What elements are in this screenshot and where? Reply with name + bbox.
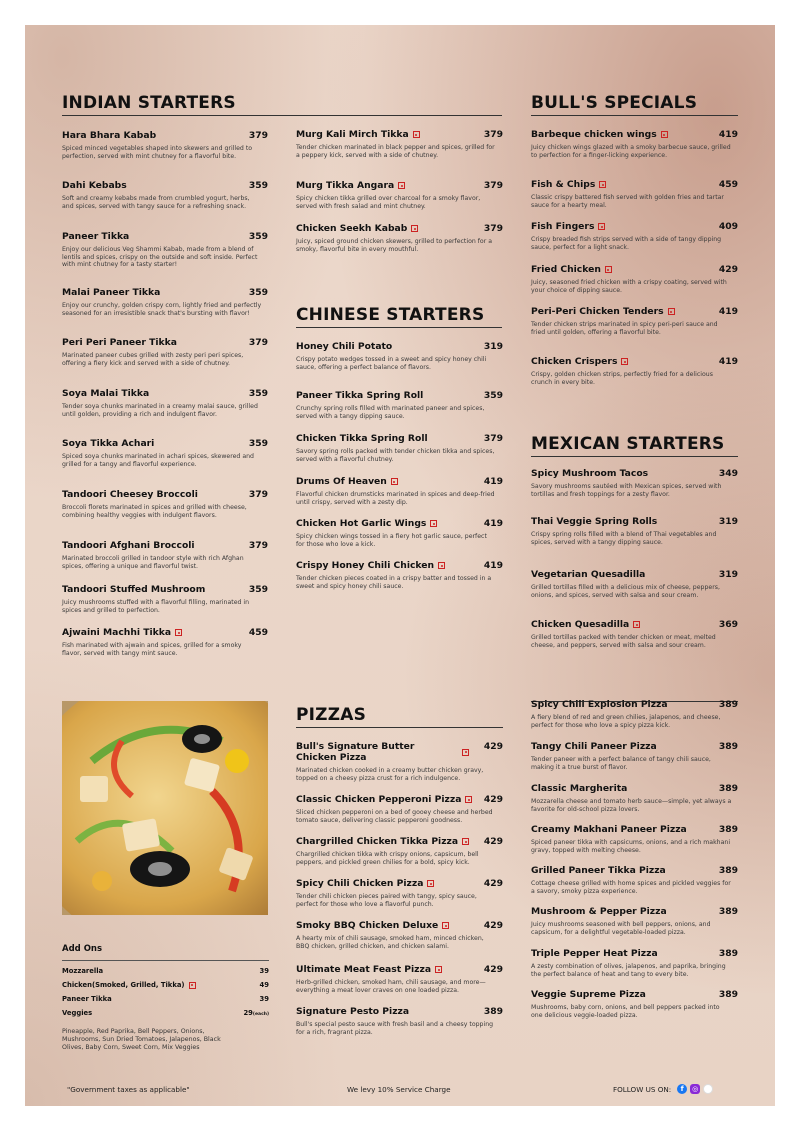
- taxes-note: "Government taxes as applicable": [67, 1085, 190, 1094]
- item-description: A zesty combination of olives, jalapenos, and paprika, bringing the perfect balance of heat and tang to every bite.: [531, 963, 726, 978]
- item-name: [531, 824, 704, 835]
- non-veg-icon: [605, 266, 612, 273]
- non-veg-icon: [598, 223, 605, 230]
- menu-item: [531, 569, 738, 599]
- item-name-text: Drums Of Heaven: [296, 476, 387, 487]
- add-on-price: [260, 995, 269, 1003]
- item-description: Grilled tortillas filled with a delicious mix of cheese, peppers, onions, and spices, served with salsa and sour cream.: [531, 584, 720, 599]
- non-veg-icon: [668, 308, 675, 315]
- item-name-text: Peri-Peri Chicken Tenders: [531, 306, 664, 317]
- item-description: Tender chicken marinated in black pepper and spices, grilled for a peppery kick, served with a side of chutney.: [296, 144, 495, 159]
- item-name: [531, 569, 704, 580]
- item-description: Sliced chicken pepperoni on a bed of gooey cheese and herbed tomato sauce, delivering classic pepperoni goodness.: [296, 809, 493, 824]
- item-name-text: Chicken Quesadilla: [531, 619, 630, 630]
- item-name-text: Creamy Makhani Paneer Pizza: [531, 824, 687, 835]
- menu-item: [531, 468, 738, 498]
- menu-item: [531, 824, 738, 854]
- item-name: [296, 836, 469, 847]
- item-price: 359: [483, 390, 503, 401]
- item-description: Soft and creamy kebabs made from crumbled yogurt, herbs, and spices, served with tangy sauce for a refreshing snack.: [62, 195, 250, 210]
- item-name: [531, 699, 704, 710]
- item-price: 359: [248, 231, 268, 242]
- item-name-text: Spicy Mushroom Tacos: [531, 468, 649, 479]
- item-name: [62, 130, 234, 141]
- item-price: 419: [483, 476, 503, 487]
- menu-item: [296, 129, 503, 159]
- item-description: Broccoli florets marinated in spices and grilled with cheese, combining healthy veggies with indulgent flavors.: [62, 504, 247, 519]
- menu-item: [296, 390, 503, 420]
- item-name: [296, 1006, 469, 1017]
- section-divider: [296, 327, 502, 328]
- menu-item: [296, 223, 503, 253]
- item-price: 319: [718, 569, 738, 580]
- item-name-text: Soya Malai Tikka: [62, 388, 150, 399]
- item-name-text: Signature Pesto Pizza: [296, 1006, 410, 1017]
- menu-item: [62, 337, 268, 367]
- menu-item: [296, 180, 503, 210]
- menu-item: [531, 129, 738, 159]
- item-description: Spiced paneer tikka with capsicums, onions, and a rich makhani gravy, topped with melting cheese.: [531, 839, 731, 854]
- menu-item: [531, 306, 738, 336]
- item-price: 379: [483, 433, 503, 444]
- item-name-text: Murg Kali Mirch Tikka: [296, 129, 409, 140]
- item-description: Juicy mushrooms stuffed with a flavorful filling, marinated in spices and grilled to perfection.: [62, 599, 250, 614]
- add-on-name: Mozzarella: [62, 967, 104, 975]
- item-description: Crispy spring rolls filled with a blend of Thai vegetables and spices, served with a tangy dipping sauce.: [531, 531, 717, 546]
- menu-item: [531, 906, 738, 936]
- non-veg-icon: [411, 225, 418, 232]
- add-on-row: [62, 967, 269, 975]
- item-price: 379: [483, 223, 503, 234]
- item-name: [531, 356, 704, 367]
- menu-item: [296, 964, 503, 994]
- veggies-list: Pineapple, Red Paprika, Bell Peppers, Onions, Mushrooms, Sun Dried Tomatoes, Jalapenos, Black Olives, Baby Corn, Sweet Corn, Mix Veggies: [62, 1028, 221, 1051]
- menu-item: [531, 783, 738, 813]
- menu-item: [62, 438, 268, 468]
- menu-item: [62, 540, 268, 570]
- menu-item: [531, 516, 738, 546]
- menu-item: [296, 560, 503, 590]
- section-divider: [62, 115, 502, 116]
- non-veg-icon: [413, 131, 420, 138]
- item-price: 429: [483, 741, 503, 752]
- item-name: [531, 865, 704, 876]
- non-veg-icon: [462, 749, 469, 756]
- item-description: Marinated chicken cooked in a creamy butter chicken gravy, topped on a cheesy pizza crust for a rich indulgence.: [296, 767, 484, 782]
- add-on-price: [243, 1009, 269, 1017]
- item-price: 379: [248, 130, 268, 141]
- add-on-name: Paneer Tikka: [62, 995, 112, 1003]
- non-veg-icon: [462, 838, 469, 845]
- item-name: [296, 476, 469, 487]
- menu-item: [296, 476, 503, 506]
- menu-item: [531, 179, 738, 209]
- item-price: 369: [718, 619, 738, 630]
- item-description: Tender chicken strips marinated in spicy peri-peri sauce and fried until golden, offering a flavorful bite.: [531, 321, 718, 336]
- item-price: 359: [248, 287, 268, 298]
- item-name-text: Spicy Chili Explosion Pizza: [531, 699, 668, 710]
- item-name: [531, 264, 704, 275]
- item-price: 389: [483, 1006, 503, 1017]
- item-description: Tender paneer with a perfect balance of tangy chili sauce, making it a true burst of flavor.: [531, 756, 711, 771]
- item-description: Cottage cheese grilled with home spices and pickled veggies for a savory, smoky pizza experience.: [531, 880, 731, 895]
- non-veg-icon: [430, 520, 437, 527]
- add-on-row: [62, 981, 269, 989]
- section-divider: [62, 960, 269, 961]
- item-description: Crispy potato wedges tossed in a sweet and spicy honey chili sauce, offering a perfect balance of flavors.: [296, 356, 487, 371]
- indian-starters-title: INDIAN STARTERS: [62, 93, 236, 113]
- item-name-text: Veggie Supreme Pizza: [531, 989, 646, 1000]
- item-name-text: Chicken Hot Garlic Wings: [296, 518, 427, 529]
- item-name-text: Ajwaini Machhi Tikka: [62, 627, 172, 638]
- item-name-text: Malai Paneer Tikka: [62, 287, 161, 298]
- item-description: Tender chicken pieces coated in a crispy batter and tossed in a sweet and spicy honey chili sauce.: [296, 575, 492, 590]
- item-price: 459: [718, 179, 738, 190]
- item-name-text: Triple Pepper Heat Pizza: [531, 948, 658, 959]
- menu-item: [62, 231, 268, 269]
- item-name: [296, 390, 469, 401]
- item-name: [531, 306, 704, 317]
- bulls-specials-title: BULL'S SPECIALS: [531, 93, 698, 113]
- menu-item: [531, 356, 738, 386]
- menu-item: [296, 878, 503, 908]
- item-description: A hearty mix of chili sausage, smoked ham, minced chicken, BBQ chicken, grilled chicken, and chicken salami.: [296, 935, 484, 950]
- menu-page: [25, 25, 775, 1106]
- item-description: Grilled tortillas packed with tender chicken or meat, melted cheese, and peppers, served with salsa and sour cream.: [531, 634, 716, 649]
- section-divider: [531, 115, 738, 116]
- item-description: Marinated paneer cubes grilled with zesty peri peri spices, offering a fiery kick and served with a side of chutney.: [62, 352, 244, 367]
- item-description: Spiced minced vegetables shaped into skewers and grilled to perfection, served with mint chutney for a flavorful bite.: [62, 145, 253, 160]
- item-name: [531, 783, 704, 794]
- non-veg-icon: [442, 922, 449, 929]
- item-price: 379: [248, 540, 268, 551]
- item-description: Crispy, golden chicken strips, perfectly fried for a delicious crunch in every bite.: [531, 371, 713, 386]
- menu-item: [531, 741, 738, 771]
- item-name: [62, 388, 234, 399]
- item-name: [531, 179, 704, 190]
- item-name: [531, 221, 704, 232]
- item-name-text: Fish & Chips: [531, 179, 596, 190]
- non-veg-icon: [465, 796, 472, 803]
- section-divider: [531, 456, 738, 457]
- item-name-text: Thai Veggie Spring Rolls: [531, 516, 658, 527]
- item-name: [296, 878, 469, 889]
- item-name: [62, 489, 234, 500]
- item-description: Tender chili chicken pieces paired with tangy, spicy sauce, perfect for those who love a flavorful punch.: [296, 893, 477, 908]
- add-on-price-value: 49: [259, 981, 269, 989]
- item-description: Juicy, spiced ground chicken skewers, grilled to perfection for a smoky, flavorful bite in every mouthful.: [296, 238, 493, 253]
- item-description: Savory mushrooms sautéed with Mexican spices, served with tortillas and fresh toppings for a zesty flavor.: [531, 483, 722, 498]
- item-name-text: Fish Fingers: [531, 221, 595, 232]
- item-price: 429: [483, 920, 503, 931]
- item-description: Spicy chicken wings tossed in a fiery hot garlic sauce, perfect for those who love a kick.: [296, 533, 487, 548]
- pizza-photo: [62, 701, 268, 915]
- item-name: [531, 516, 704, 527]
- item-name-text: Chicken Crispers: [531, 356, 618, 367]
- item-description: Spiced soya chunks marinated in achari spices, skewered and grilled for a tangy and flavorful experience.: [62, 453, 254, 468]
- item-name-text: Spicy Chili Chicken Pizza: [296, 878, 424, 889]
- item-name: [531, 989, 704, 1000]
- item-name: [296, 964, 469, 975]
- item-price: 379: [248, 337, 268, 348]
- menu-item: [62, 287, 268, 317]
- item-name: [62, 584, 234, 595]
- item-price: 419: [718, 306, 738, 317]
- item-name-text: Paneer Tikka: [62, 231, 130, 242]
- item-name: [531, 948, 704, 959]
- item-price: 419: [718, 356, 738, 367]
- menu-item: [531, 619, 738, 649]
- menu-item: [296, 341, 503, 371]
- item-name: [531, 468, 704, 479]
- add-on-price-note: (each): [252, 1012, 269, 1017]
- item-description: Fish marinated with ajwain and spices, grilled for a smoky flavor, served with tangy mint sauce.: [62, 642, 242, 657]
- menu-item: [62, 627, 268, 657]
- non-veg-icon: [391, 478, 398, 485]
- menu-item: [296, 1006, 503, 1036]
- non-veg-icon: [599, 181, 606, 188]
- item-name: [296, 129, 469, 140]
- instagram-icon[interactable]: ◎: [692, 1085, 699, 1093]
- item-description: Mushrooms, baby corn, onions, and bell peppers packed into one delicious veggie-loaded pizza.: [531, 1004, 720, 1019]
- add-on-name: Veggies: [62, 1009, 93, 1017]
- add-on-price-value: 39: [259, 967, 269, 975]
- item-price: 419: [718, 129, 738, 140]
- item-name-text: Dahi Kebabs: [62, 180, 127, 191]
- item-price: 379: [483, 129, 503, 140]
- menu-item: [531, 865, 738, 895]
- item-price: 389: [718, 865, 738, 876]
- non-veg-icon: [661, 131, 668, 138]
- chat-icon[interactable]: [703, 1084, 713, 1094]
- menu-item: [62, 130, 268, 160]
- item-name-text: Chicken Tikka Spring Roll: [296, 433, 428, 444]
- item-name-text: Chicken Seekh Kabab: [296, 223, 408, 234]
- item-name-text: Classic Chicken Pepperoni Pizza: [296, 794, 462, 805]
- add-on-price: [260, 981, 269, 989]
- item-name-text: Barbeque chicken wings: [531, 129, 657, 140]
- item-description: Savory spring rolls packed with tender chicken tikka and spices, served with a flavorful chutney.: [296, 448, 495, 463]
- item-name-text: Smoky BBQ Chicken Deluxe: [296, 920, 439, 931]
- item-name: [62, 231, 234, 242]
- item-name: [62, 337, 234, 348]
- add-ons-title: Add Ons: [62, 944, 103, 954]
- non-veg-icon: [398, 182, 405, 189]
- menu-item: [296, 920, 503, 950]
- non-veg-icon: [189, 982, 196, 989]
- item-price: 389: [718, 741, 738, 752]
- item-name-text: Crispy Honey Chili Chicken: [296, 560, 435, 571]
- item-name: [62, 438, 234, 449]
- non-veg-icon: [427, 880, 434, 887]
- item-price: 319: [718, 516, 738, 527]
- item-price: 379: [483, 180, 503, 191]
- item-description: Bull's special pesto sauce with fresh basil and a cheesy topping for a rich, fragrant pizza.: [296, 1021, 494, 1036]
- menu-item: [531, 221, 738, 251]
- item-description: Flavorful chicken drumsticks marinated in spices and deep-fried until crispy, served with a zesty dip.: [296, 491, 495, 506]
- item-description: Juicy, seasoned fried chicken with a crispy coating, served with your choice of dipping sauce.: [531, 279, 727, 294]
- item-name-text: Soya Tikka Achari: [62, 438, 155, 449]
- item-name-text: Chargrilled Chicken Tikka Pizza: [296, 836, 459, 847]
- item-name: [296, 794, 469, 805]
- non-veg-icon: [435, 966, 442, 973]
- add-on-price-value: 29: [243, 1009, 253, 1017]
- menu-item: [296, 794, 503, 824]
- menu-item: [296, 433, 503, 463]
- menu-item: [531, 948, 738, 978]
- item-price: 389: [718, 824, 738, 835]
- item-price: 359: [248, 438, 268, 449]
- add-on-price-value: 39: [259, 995, 269, 1003]
- item-name: [296, 341, 469, 352]
- non-veg-icon: [438, 562, 445, 569]
- add-on-name: Chicken(Smoked, Grilled, Tikka): [62, 981, 185, 989]
- item-price: 389: [718, 783, 738, 794]
- item-description: Juicy chicken wings glazed with a smoky barbecue sauce, grilled to perfection for a finger-licking experience.: [531, 144, 731, 159]
- item-price: 429: [483, 964, 503, 975]
- item-name-text: Mushroom & Pepper Pizza: [531, 906, 667, 917]
- pizzas-title: PIZZAS: [296, 705, 367, 725]
- item-description: Crispy breaded fish strips served with a side of tangy dipping sauce, perfect for a light snack.: [531, 236, 722, 251]
- menu-item: [62, 489, 268, 519]
- item-price: 389: [718, 989, 738, 1000]
- item-price: 389: [718, 699, 738, 710]
- item-name: [531, 129, 704, 140]
- item-name: [296, 518, 469, 529]
- item-price: 319: [483, 341, 503, 352]
- item-name-text: Peri Peri Paneer Tikka: [62, 337, 177, 348]
- item-name-text: Fried Chicken: [531, 264, 601, 275]
- section-divider: [296, 727, 503, 728]
- item-description: A fiery blend of red and green chilies, jalapenos, and cheese, perfect for those who love a spicy pizza kick.: [531, 714, 721, 729]
- menu-item: [531, 264, 738, 294]
- item-name: [296, 223, 469, 234]
- item-price: 429: [718, 264, 738, 275]
- item-name: [296, 741, 469, 763]
- item-description: Herb-grilled chicken, smoked ham, chili sausage, and more—everything a meat lover craves on one loaded pizza.: [296, 979, 486, 994]
- item-description: Tender soya chunks marinated in a creamy malai sauce, grilled until golden, providing a rich and indulgent flavor.: [62, 403, 258, 418]
- item-description: Enjoy our delicious Veg Shammi Kabab, made from a blend of lentils and spices, crispy on the outside and soft inside. Perfect with mint chutney for a tasty starter!: [62, 246, 258, 269]
- item-price: 359: [248, 584, 268, 595]
- chinese-starters-title: CHINESE STARTERS: [296, 305, 485, 325]
- item-name: [62, 540, 234, 551]
- menu-item: [62, 584, 268, 614]
- item-description: Juicy mushrooms seasoned with bell peppers, onions, and capsicum, for a delightful vegetable-loaded pizza.: [531, 921, 711, 936]
- item-price: 429: [483, 878, 503, 889]
- item-name: [296, 433, 469, 444]
- item-name-text: Hara Bhara Kabab: [62, 130, 157, 141]
- item-description: Classic crispy battered fish served with golden fries and tartar sauce for a hearty meal.: [531, 194, 724, 209]
- item-description: Chargrilled chicken tikka with crispy onions, capsicum, bell peppers, and pickled green chilies for a bold, spicy kick.: [296, 851, 479, 866]
- menu-item: [62, 388, 268, 418]
- menu-item: [531, 699, 738, 729]
- item-price: 389: [718, 906, 738, 917]
- non-veg-icon: [633, 621, 640, 628]
- item-price: 359: [248, 180, 268, 191]
- item-price: 409: [718, 221, 738, 232]
- item-name: [531, 741, 704, 752]
- facebook-icon[interactable]: f: [677, 1084, 687, 1094]
- item-name-text: Tandoori Stuffed Mushroom: [62, 584, 206, 595]
- add-on-price: [260, 967, 269, 975]
- item-name-text: Tandoori Afghani Broccoli: [62, 540, 195, 551]
- item-name-text: Honey Chili Potato: [296, 341, 393, 352]
- add-on-row: [62, 1009, 269, 1017]
- follow-us-label: FOLLOW US ON:: [613, 1084, 672, 1094]
- item-name: [62, 627, 234, 638]
- mexican-starters-title: MEXICAN STARTERS: [531, 434, 725, 454]
- item-name-text: Vegetarian Quesadilla: [531, 569, 646, 580]
- item-name-text: Tangy Chili Paneer Pizza: [531, 741, 657, 752]
- item-name-text: Tandoori Cheesey Broccoli: [62, 489, 198, 500]
- item-price: 419: [483, 518, 503, 529]
- item-price: 419: [483, 560, 503, 571]
- menu-item: [296, 836, 503, 866]
- item-price: 459: [248, 627, 268, 638]
- item-name-text: Paneer Tikka Spring Roll: [296, 390, 424, 401]
- item-name: [296, 920, 469, 931]
- menu-item: [62, 180, 268, 210]
- item-name: [62, 287, 234, 298]
- item-price: 379: [248, 489, 268, 500]
- item-name-text: Grilled Paneer Tikka Pizza: [531, 865, 666, 876]
- non-veg-icon: [621, 358, 628, 365]
- menu-item: [296, 741, 503, 782]
- item-description: Crunchy spring rolls filled with marinated paneer and spices, served with a tangy dipping sauce.: [296, 405, 485, 420]
- item-name: [62, 180, 234, 191]
- item-name-text: Ultimate Meat Feast Pizza: [296, 964, 432, 975]
- non-veg-icon: [175, 629, 182, 636]
- item-price: 429: [483, 794, 503, 805]
- service-charge-note: We levy 10% Service Charge: [347, 1085, 451, 1094]
- item-description: Spicy chicken tikka grilled over charcoal for a smoky flavor, served with fresh salad and mint chutney.: [296, 195, 481, 210]
- item-name-text: Murg Tikka Angara: [296, 180, 395, 191]
- item-name: [531, 906, 704, 917]
- item-price: 359: [248, 388, 268, 399]
- item-description: Marinated broccoli grilled in tandoor style with rich Afghan spices, offering a unique and flavorful twist.: [62, 555, 244, 570]
- menu-item: [296, 518, 503, 548]
- item-price: 349: [718, 468, 738, 479]
- item-description: Mozzarella cheese and tomato herb sauce—simple, yet always a favorite for old-school pizza lovers.: [531, 798, 732, 813]
- item-name-text: Classic Margherita: [531, 783, 628, 794]
- item-name-text: Bull's Signature Butter Chicken Pizza: [296, 741, 415, 763]
- item-price: 429: [483, 836, 503, 847]
- follow-us: [613, 1084, 713, 1094]
- item-name: [296, 560, 469, 571]
- menu-item: [531, 989, 738, 1019]
- add-on-row: [62, 995, 269, 1003]
- item-price: 389: [718, 948, 738, 959]
- item-name: [296, 180, 469, 191]
- item-name: [531, 619, 704, 630]
- item-description: Enjoy our crunchy, golden crispy corn, lightly fried and perfectly seasoned for an irresistible snack that's bursting with flavor!: [62, 302, 262, 317]
